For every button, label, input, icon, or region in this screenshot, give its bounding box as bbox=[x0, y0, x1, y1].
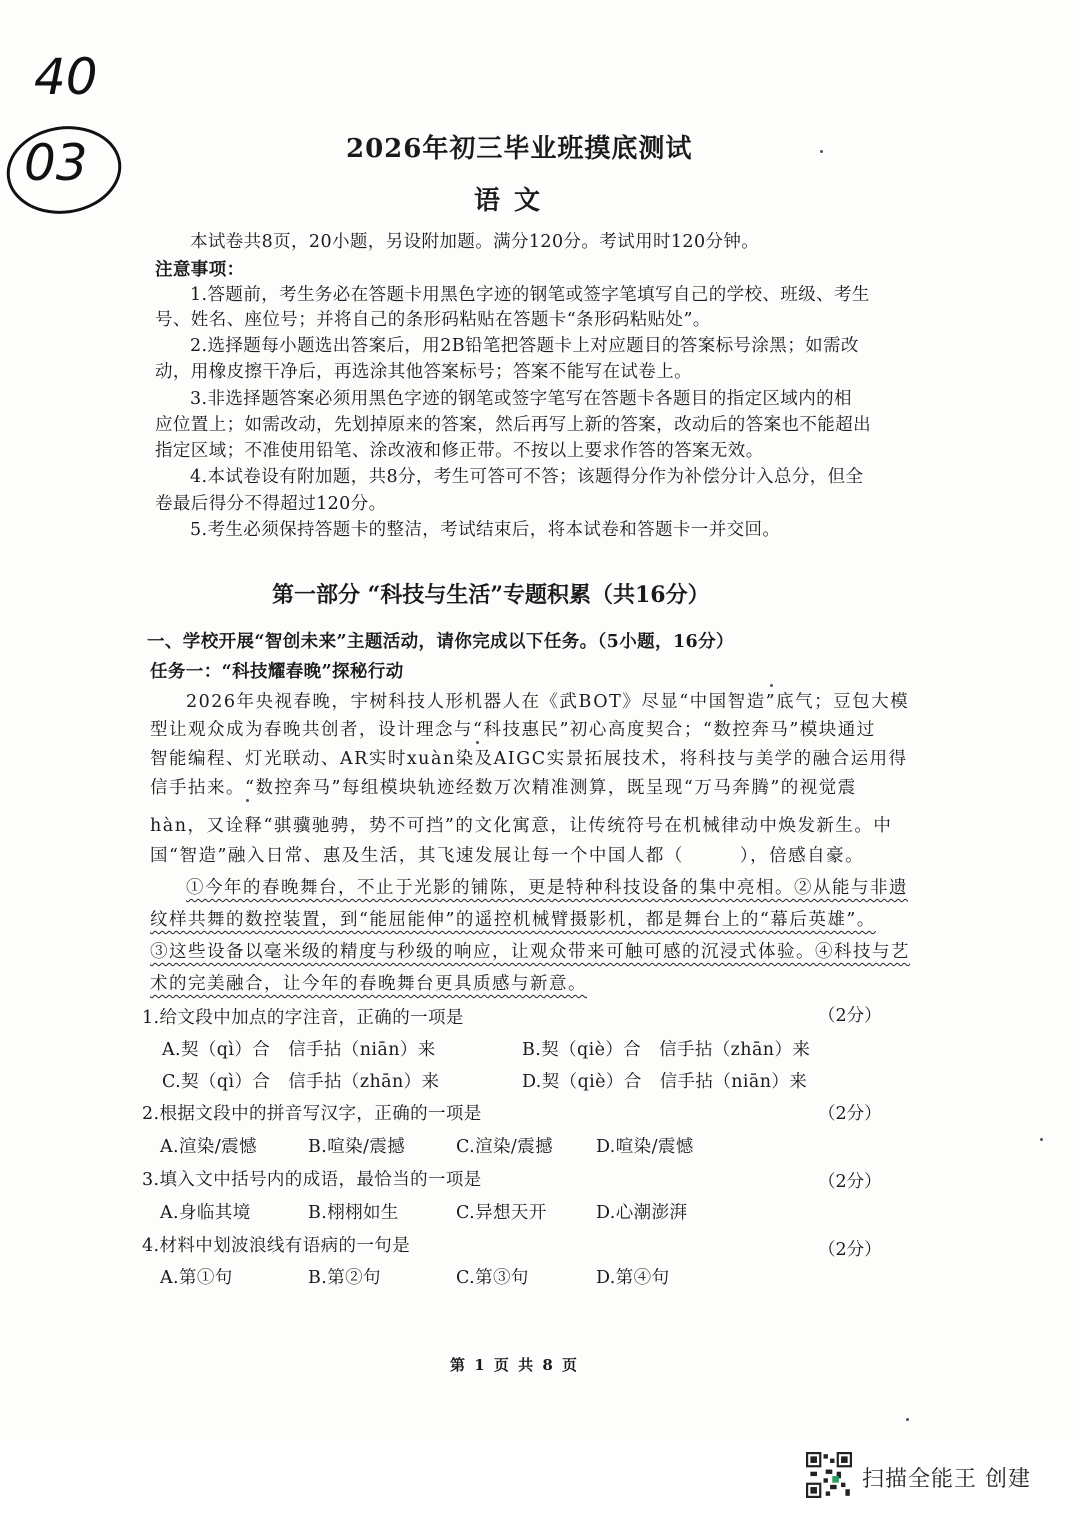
part-heading: 第一部分 “科技与生活”专题积累（共16分） bbox=[272, 582, 710, 608]
question-stem: 2.根据文段中的拼音写汉字，正确的一项是 bbox=[142, 1104, 482, 1124]
scan-speck bbox=[906, 1418, 909, 1421]
question-option: C.契（qì）合 信手拈（zhān）来 bbox=[162, 1072, 440, 1092]
passage-line: 型让观众成为春晚共创者，设计理念与“科技惠民”初心高度契合；“数控奔马”模块通过 bbox=[150, 720, 876, 740]
question-stem: 4.材料中划波浪线有语病的一句是 bbox=[142, 1236, 411, 1256]
question-option: D.契（qiè）合 信手拈（niān）来 bbox=[522, 1072, 808, 1092]
handwritten-score: 40 bbox=[34, 48, 98, 106]
passage-line: 信手拈来。“数控奔马”每组模块轨迹经数万次精准测算，既呈现“万马奔腾”的视觉震 bbox=[150, 778, 857, 798]
question-option: D.喧染/震憾 bbox=[596, 1137, 694, 1157]
notice-heading: 注意事项： bbox=[155, 260, 245, 280]
emphasis-dot bbox=[246, 799, 249, 802]
section-heading: 一、学校开展“智创未来”主题活动，请你完成以下任务。（5小题，16分） bbox=[147, 632, 734, 652]
notice-line: 动，用橡皮擦干净后，再选涂其他答案标号；答案不能写在试卷上。 bbox=[155, 362, 692, 382]
notice-line: 应位置上；如需改动，先划掉原来的答案，然后再写上新的答案，改动后的答案也不能超出 bbox=[155, 415, 871, 435]
exam-title: 2026年初三毕业班摸底测试 bbox=[346, 134, 693, 164]
question-option: C.渲染/震撼 bbox=[456, 1137, 554, 1157]
question-option: A.渲染/震憾 bbox=[160, 1137, 257, 1157]
question-option: C.异想天开 bbox=[456, 1203, 547, 1223]
page-footer: 第 1 页 共 8 页 bbox=[450, 1356, 579, 1374]
question-option: B.喧染/震撼 bbox=[308, 1137, 406, 1157]
question-score: （2分） bbox=[818, 1104, 882, 1124]
question-option: A.身临其境 bbox=[160, 1203, 251, 1223]
question-score: （2分） bbox=[818, 1006, 882, 1026]
question-stem: 1.给文段中加点的字注音，正确的一项是 bbox=[142, 1008, 464, 1028]
watermark-brand: 扫描全能王 创建 bbox=[862, 1467, 1031, 1492]
passage-text: 国“智造”融入日常、惠及生活，其飞速发展让每一个中国人都（ bbox=[150, 846, 684, 866]
question-option: A.契（qì）合 信手拈（niān）来 bbox=[162, 1040, 436, 1060]
exam-subject: 语文 bbox=[474, 186, 555, 216]
passage-line: 2026年央视春晚，宇树科技人形机器人在《武BOT》尽显“中国智造”底气；豆包大模 bbox=[186, 692, 910, 712]
task-heading: 任务一：“科技耀春晚”探秘行动 bbox=[150, 662, 404, 682]
wavy-sentence-line: ①今年的春晚舞台，不止于光影的铺陈，更是特种科技设备的集中亮相。②从能与非遗 bbox=[186, 878, 908, 898]
notice-line: 号、姓名、座位号；并将自己的条形码粘贴在答题卡“条形码粘贴处”。 bbox=[155, 310, 711, 330]
question-option: D.第④句 bbox=[596, 1268, 670, 1288]
notice-line: 卷最后得分不得超过120分。 bbox=[155, 494, 387, 514]
question-score: （2分） bbox=[818, 1172, 882, 1192]
question-option: A.第①句 bbox=[160, 1268, 233, 1288]
scan-speck bbox=[1040, 1138, 1043, 1141]
wavy-sentence-line: 纹样共舞的数控装置，到“能屈能伸”的遥控机械臂摄影机，都是舞台上的“幕后英雄”。 bbox=[150, 910, 876, 930]
question-option: D.心潮澎湃 bbox=[596, 1203, 688, 1223]
notice-line: 指定区域；不准使用铅笔、涂改液和修正带。不按以上要求作答的答案无效。 bbox=[155, 441, 764, 461]
passage-text: ），倍感自豪。 bbox=[739, 846, 865, 866]
wavy-sentence-line: 术的完美融合，让今年的春晚舞台更具质感与新意。 bbox=[150, 974, 587, 994]
question-option: C.第③句 bbox=[456, 1268, 529, 1288]
notice-line: 4.本试卷设有附加题，共8分，考生可答可不答；该题得分作为补偿分计入总分，但全 bbox=[190, 467, 864, 487]
notice-line: 3.非选择题答案必须用黑色字迹的钢笔或签字笔写在答题卡各题目的指定区域内的相 bbox=[190, 389, 852, 409]
exam-intro: 本试卷共8页，20小题，另设附加题。满分120分。考试用时120分钟。 bbox=[190, 232, 760, 252]
question-option: B.栩栩如生 bbox=[308, 1203, 399, 1223]
passage-line: 智能编程、灯光联动、AR实时xuàn染及AIGC实景拓展技术，将科技与美学的融合运用得 bbox=[150, 749, 908, 769]
qr-code-icon bbox=[806, 1452, 852, 1498]
question-score: （2分） bbox=[818, 1240, 882, 1260]
question-option: B.契（qiè）合 信手拈（zhān）来 bbox=[522, 1040, 811, 1060]
question-option: B.第②句 bbox=[308, 1268, 381, 1288]
question-stem: 3.填入文中括号内的成语，最恰当的一项是 bbox=[142, 1170, 482, 1190]
passage-line bbox=[150, 842, 864, 867]
notice-line: 2.选择题每小题选出答案后，用2B铅笔把答题卡上对应题目的答案标号涂黑；如需改 bbox=[190, 336, 859, 356]
passage-line: hàn，又诠释“骐骥驰骋，势不可挡”的文化寓意，让传统符号在机械律动中焕发新生。中 bbox=[150, 816, 893, 836]
scan-speck bbox=[770, 684, 773, 687]
notice-line: 1.答题前，考生务必在答题卡用黑色字迹的钢笔或签字笔填写自己的学校、班级、考生 bbox=[190, 285, 870, 305]
emphasis-dot bbox=[476, 741, 479, 744]
notice-line: 5.考生必须保持答题卡的整洁，考试结束后，将本试卷和答题卡一并交回。 bbox=[190, 520, 781, 540]
scan-speck bbox=[820, 150, 823, 153]
wavy-sentence-line: ③这些设备以毫米级的精度与秒级的响应，让观众带来可触可感的沉浸式体验。④科技与艺 bbox=[150, 942, 910, 962]
handwritten-number: 03 bbox=[24, 134, 88, 192]
